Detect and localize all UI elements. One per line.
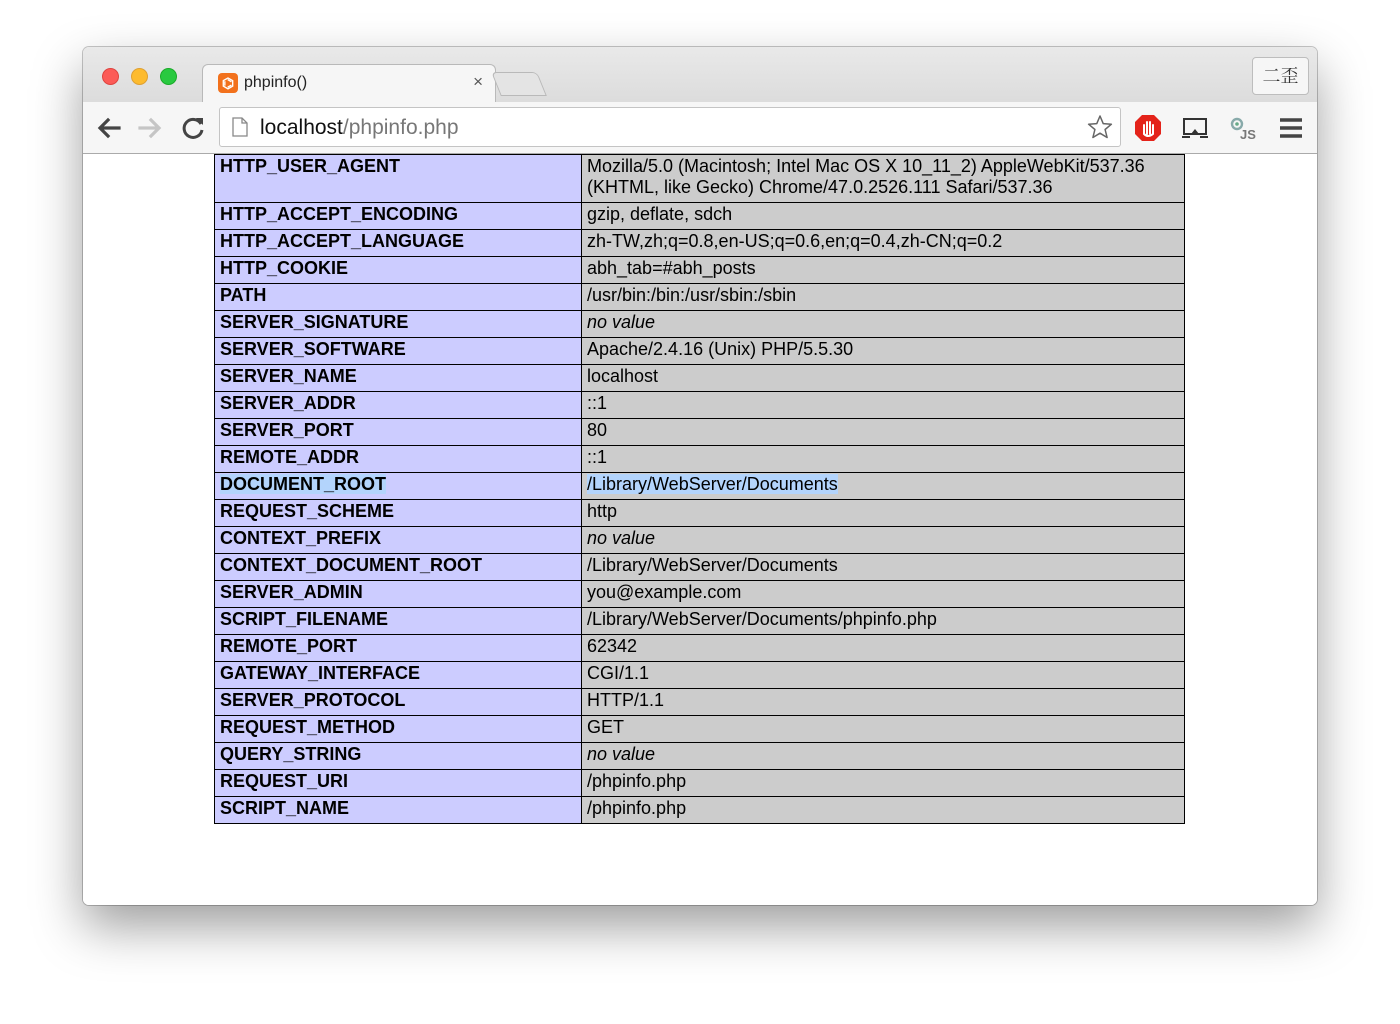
variable-value-cell xyxy=(582,392,1185,419)
url-host: localhost xyxy=(260,116,343,139)
variable-name: SERVER_SIGNATURE xyxy=(220,312,409,332)
arrow-left-icon xyxy=(95,114,123,142)
table-row xyxy=(215,230,1185,257)
variable-name: REMOTE_PORT xyxy=(220,636,358,656)
variable-name-cell xyxy=(215,527,582,554)
variable-value: /phpinfo.php xyxy=(587,771,687,791)
variable-value-cell xyxy=(582,446,1185,473)
variable-value: /Library/WebServer/Documents xyxy=(587,555,838,575)
cast-icon xyxy=(1180,113,1210,143)
table-row xyxy=(215,365,1185,392)
forward-button[interactable] xyxy=(136,114,164,142)
variable-name: CONTEXT_DOCUMENT_ROOT xyxy=(220,555,483,575)
table-row xyxy=(215,581,1185,608)
browser-window xyxy=(83,47,1317,905)
variable-name: SERVER_ADDR xyxy=(220,393,356,413)
variable-value: GET xyxy=(587,717,625,737)
variable-value-cell xyxy=(582,284,1185,311)
table-row xyxy=(215,527,1185,554)
variable-value: 62342 xyxy=(587,636,638,656)
minimize-window-button[interactable] xyxy=(131,68,148,85)
variable-name-cell xyxy=(215,230,582,257)
variable-value: localhost xyxy=(587,366,659,386)
table-row xyxy=(215,257,1185,284)
variable-name: SERVER_NAME xyxy=(220,366,357,386)
variable-name-cell xyxy=(215,554,582,581)
variable-name: SERVER_ADMIN xyxy=(220,582,363,602)
variable-value: Apache/2.4.16 (Unix) PHP/5.5.30 xyxy=(587,339,854,359)
table-row xyxy=(215,554,1185,581)
variable-value: /Library/WebServer/Documents xyxy=(587,474,838,494)
table-row xyxy=(215,473,1185,500)
variable-value-cell xyxy=(582,797,1185,824)
variable-value: /Library/WebServer/Documents/phpinfo.php xyxy=(587,609,937,629)
table-row xyxy=(215,716,1185,743)
table-row xyxy=(215,392,1185,419)
variable-value: HTTP/1.1 xyxy=(587,690,665,710)
variable-value: gzip, deflate, sdch xyxy=(587,204,733,224)
variable-name-cell xyxy=(215,446,582,473)
variable-name-cell xyxy=(215,770,582,797)
js-extension-button[interactable] xyxy=(1227,113,1257,143)
variable-value-cell xyxy=(582,365,1185,392)
variable-name-cell xyxy=(215,608,582,635)
variable-name: SERVER_SOFTWARE xyxy=(220,339,406,359)
variable-name: REMOTE_ADDR xyxy=(220,447,360,467)
address-bar[interactable] xyxy=(219,107,1121,147)
reload-icon xyxy=(179,114,207,142)
table-row xyxy=(215,338,1185,365)
variable-value-cell xyxy=(582,311,1185,338)
variable-name: CONTEXT_PREFIX xyxy=(220,528,382,548)
variable-value-cell xyxy=(582,770,1185,797)
variable-name: HTTP_USER_AGENT xyxy=(220,156,401,176)
variable-name: PATH xyxy=(220,285,267,305)
variable-value: no value xyxy=(587,312,656,332)
adblock-button[interactable] xyxy=(1133,113,1163,143)
variable-value-cell xyxy=(582,689,1185,716)
variable-name-cell xyxy=(215,500,582,527)
star-icon[interactable] xyxy=(1087,114,1113,140)
table-row xyxy=(215,608,1185,635)
variable-value-cell xyxy=(582,635,1185,662)
variable-value-cell xyxy=(582,203,1185,230)
variable-value-cell xyxy=(582,257,1185,284)
table-row xyxy=(215,446,1185,473)
variable-value-cell xyxy=(582,743,1185,770)
variable-value-cell xyxy=(582,662,1185,689)
variable-value: no value xyxy=(587,744,656,764)
tab-title: phpinfo() xyxy=(244,74,308,91)
variable-value: /phpinfo.php xyxy=(587,798,687,818)
cast-button[interactable] xyxy=(1180,113,1210,143)
variable-name-cell xyxy=(215,311,582,338)
table-row xyxy=(215,500,1185,527)
variable-value-cell xyxy=(582,338,1185,365)
variable-name-cell xyxy=(215,797,582,824)
variable-name: REQUEST_METHOD xyxy=(220,717,396,737)
variable-value: ::1 xyxy=(587,393,608,413)
table-row xyxy=(215,689,1185,716)
close-window-button[interactable] xyxy=(102,68,119,85)
variable-name: DOCUMENT_ROOT xyxy=(220,474,386,494)
js-extension-icon xyxy=(1227,113,1257,143)
variable-value-cell xyxy=(582,500,1185,527)
variable-name: REQUEST_URI xyxy=(220,771,349,791)
variable-value: http xyxy=(587,501,618,521)
tab-close-icon[interactable]: × xyxy=(473,72,483,91)
table-row xyxy=(215,203,1185,230)
variable-name-cell xyxy=(215,473,582,500)
variable-name-cell xyxy=(215,689,582,716)
svg-text:JS: JS xyxy=(1240,127,1256,142)
table-row xyxy=(215,743,1185,770)
variable-value-cell xyxy=(582,581,1185,608)
variable-value-cell xyxy=(582,716,1185,743)
variable-name-cell xyxy=(215,284,582,311)
variable-value-cell xyxy=(582,155,1185,203)
phpinfo-environment-table xyxy=(214,154,1185,824)
variable-value-cell xyxy=(582,419,1185,446)
adblock-icon xyxy=(1133,113,1163,143)
table-row xyxy=(215,770,1185,797)
variable-value: /usr/bin:/bin:/usr/sbin:/sbin xyxy=(587,285,797,305)
variable-value: CGI/1.1 xyxy=(587,663,650,683)
table-row xyxy=(215,419,1185,446)
variable-name-cell xyxy=(215,155,582,203)
back-button[interactable] xyxy=(95,114,123,142)
table-row xyxy=(215,797,1185,824)
variable-name: SCRIPT_NAME xyxy=(220,798,350,818)
variable-value: no value xyxy=(587,528,656,548)
table-row xyxy=(215,662,1185,689)
variable-value-cell xyxy=(582,554,1185,581)
tab-phpinfo[interactable] xyxy=(202,64,496,102)
variable-name-cell xyxy=(215,743,582,770)
variable-name-cell xyxy=(215,716,582,743)
address-text xyxy=(260,116,459,140)
variable-name: SERVER_PORT xyxy=(220,420,354,440)
new-tab-button[interactable] xyxy=(491,72,547,96)
variable-name-cell xyxy=(215,365,582,392)
variable-name: SCRIPT_FILENAME xyxy=(220,609,389,629)
chrome-menu-button[interactable] xyxy=(1276,113,1306,143)
variable-name-cell xyxy=(215,581,582,608)
variable-value: ::1 xyxy=(587,447,608,467)
variable-name: HTTP_COOKIE xyxy=(220,258,349,278)
url-path: /phpinfo.php xyxy=(342,116,459,139)
hamburger-menu-icon xyxy=(1276,113,1306,143)
variable-name: HTTP_ACCEPT_LANGUAGE xyxy=(220,231,465,251)
variable-name: SERVER_PROTOCOL xyxy=(220,690,406,710)
variable-name-cell xyxy=(215,203,582,230)
variable-value: abh_tab=#abh_posts xyxy=(587,258,756,278)
variable-name-cell xyxy=(215,635,582,662)
table-row xyxy=(215,635,1185,662)
variable-value-cell xyxy=(582,230,1185,257)
table-row xyxy=(215,311,1185,338)
variable-name-cell xyxy=(215,257,582,284)
title-bar xyxy=(83,47,1317,102)
variable-name-cell xyxy=(215,392,582,419)
variable-value: Mozilla/5.0 (Macintosh; Intel Mac OS X 10_11_2) AppleWebKit/537.36 (KHTML, like Gecko) Chrome/47.0.2526.111 Safari/537.36 xyxy=(587,156,1145,197)
variable-value: 80 xyxy=(587,420,608,440)
variable-name: HTTP_ACCEPT_ENCODING xyxy=(220,204,459,224)
document-icon xyxy=(232,117,248,137)
browser-toolbar xyxy=(83,102,1317,154)
variable-name-cell xyxy=(215,662,582,689)
zoom-window-button[interactable] xyxy=(160,68,177,85)
variable-name-cell xyxy=(215,419,582,446)
reload-button[interactable] xyxy=(179,114,207,142)
xampp-favicon-icon: ⌬ xyxy=(218,73,238,93)
variable-value-cell xyxy=(582,473,1185,500)
variable-value: you@example.com xyxy=(587,582,742,602)
variable-name-cell xyxy=(215,338,582,365)
arrow-right-icon xyxy=(136,114,164,142)
variable-name: QUERY_STRING xyxy=(220,744,362,764)
variable-value-cell xyxy=(582,527,1185,554)
variable-name: GATEWAY_INTERFACE xyxy=(220,663,421,683)
table-row xyxy=(215,155,1185,203)
variable-value: zh-TW,zh;q=0.8,en-US;q=0.6,en;q=0.4,zh-CN;q=0.2 xyxy=(587,231,1003,251)
variable-name: REQUEST_SCHEME xyxy=(220,501,395,521)
page-content xyxy=(83,154,1317,905)
variable-value-cell xyxy=(582,608,1185,635)
table-row xyxy=(215,284,1185,311)
input-method-button[interactable]: 二歪 xyxy=(1252,57,1309,95)
